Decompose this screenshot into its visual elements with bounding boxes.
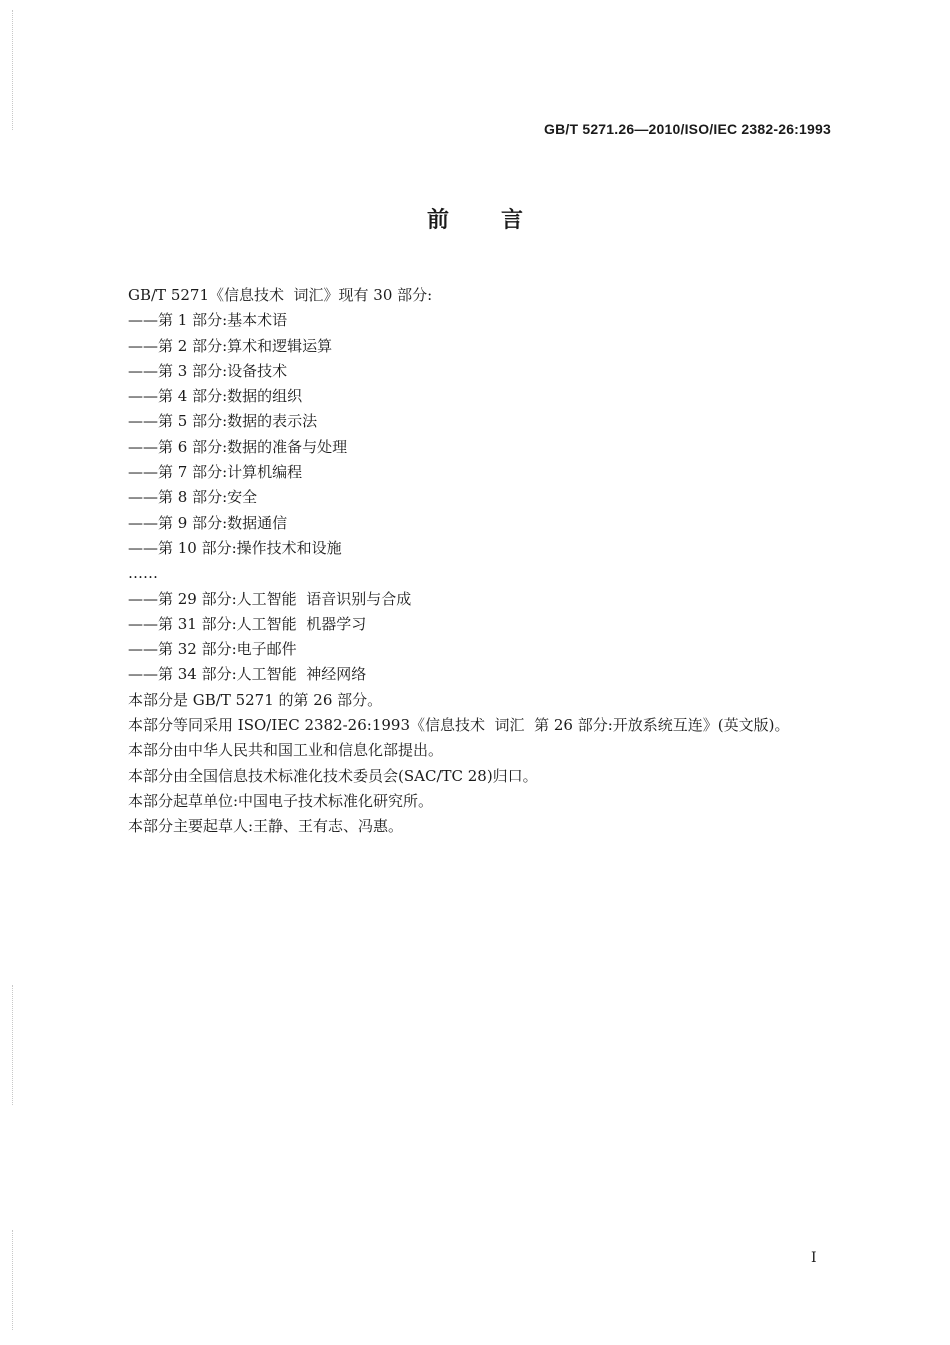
list-item: ——第 6 部分:数据的准备与处理 <box>128 437 348 456</box>
list-item: ——第 2 部分:算术和逻辑运算 <box>128 336 333 355</box>
ellipsis: …… <box>128 564 158 583</box>
scan-edge-top <box>12 10 14 130</box>
list-item: ——第 31 部分:人工智能 机器学习 <box>128 614 367 633</box>
statement-drafting-unit: 本部分起草单位:中国电子技术标准化研究所。 <box>128 791 434 810</box>
statement-proposer: 本部分由中华人民共和国工业和信息化部提出。 <box>128 741 444 760</box>
list-item: ——第 5 部分:数据的表示法 <box>128 412 318 431</box>
list-item: ——第 34 部分:人工智能 神经网络 <box>128 665 367 684</box>
list-item: ——第 1 部分:基本术语 <box>128 311 288 330</box>
foreword-body <box>128 283 848 840</box>
list-item: ——第 10 部分:操作技术和设施 <box>128 538 342 557</box>
statement-part-number: 本部分是 GB/T 5271 的第 26 部分。 <box>128 690 383 709</box>
list-item: ——第 9 部分:数据通信 <box>128 513 288 532</box>
statement-committee: 本部分由全国信息技术标准化技术委员会(SAC/TC 28)归口。 <box>128 766 538 785</box>
list-item: ——第 32 部分:电子邮件 <box>128 640 297 659</box>
page-title: 前言 <box>426 208 575 233</box>
statement-adoption: 本部分等同采用 ISO/IEC 2382-26:1993《信息技术 词汇 第 26 部分:开放系统互连》(英文版)。 <box>128 716 790 735</box>
list-item: ——第 8 部分:安全 <box>128 488 258 507</box>
intro-line: GB/T 5271《信息技术 词汇》现有 30 部分: <box>128 286 433 304</box>
list-item: ——第 3 部分:设备技术 <box>128 361 288 380</box>
statement-drafters: 本部分主要起草人:王静、王有志、冯惠。 <box>128 817 404 836</box>
list-item: ——第 29 部分:人工智能 语音识别与合成 <box>128 589 412 608</box>
list-item: ——第 7 部分:计算机编程 <box>128 463 303 482</box>
list-item: ——第 4 部分:数据的组织 <box>128 387 303 406</box>
scan-edge-middle <box>12 985 14 1105</box>
page-number: I <box>811 1250 817 1266</box>
standard-code: GB/T 5271.26—2010/ISO/IEC 2382-26:1993 <box>544 121 831 137</box>
scan-edge-bottom <box>12 1230 14 1330</box>
